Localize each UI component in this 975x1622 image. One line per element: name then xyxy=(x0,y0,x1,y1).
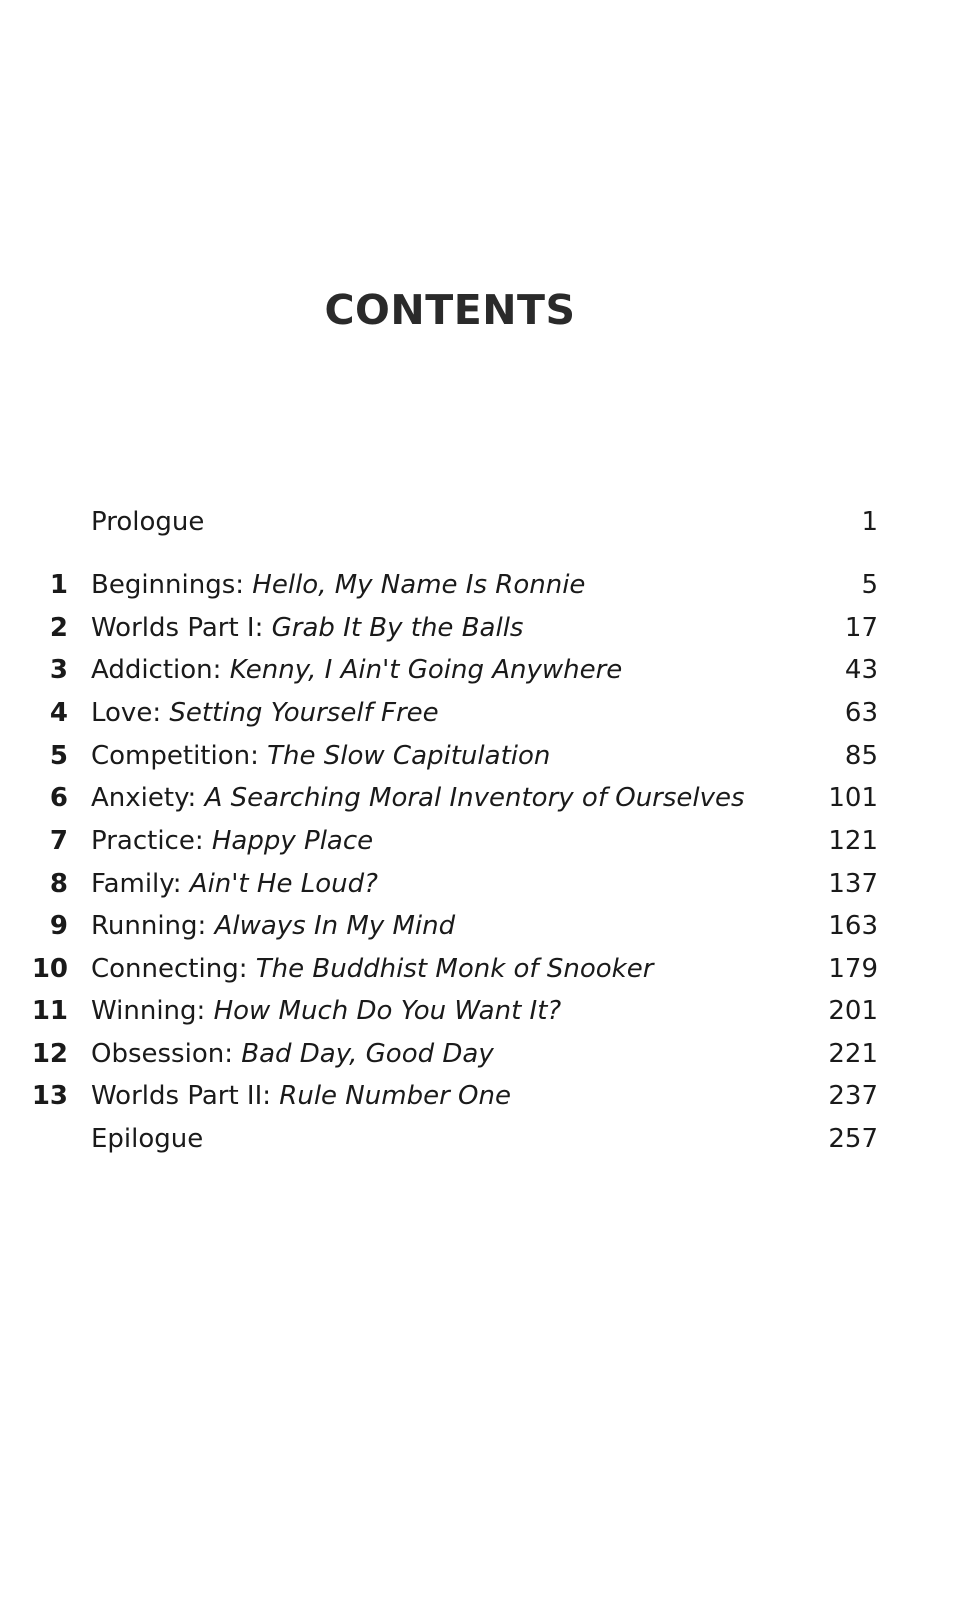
toc-entry xyxy=(0,648,975,692)
toc-entry xyxy=(0,691,975,735)
chapter-label: Epilogue xyxy=(91,1124,204,1154)
toc-entry xyxy=(0,989,975,1033)
chapter-title xyxy=(91,776,745,820)
chapter-label: Obsession: xyxy=(91,1039,242,1069)
chapter-label: Anxiety: xyxy=(91,783,205,813)
chapter-title xyxy=(91,819,373,863)
page-number: 137 xyxy=(828,869,878,899)
chapter-number: 2 xyxy=(49,613,68,643)
chapter-label: Worlds Part I: xyxy=(91,613,272,643)
chapter-subtitle: Happy Place xyxy=(211,826,374,856)
chapter-title xyxy=(91,606,523,650)
page-number: 163 xyxy=(828,911,878,941)
page-number: 1 xyxy=(861,507,878,537)
chapter-subtitle: Bad Day, Good Day xyxy=(241,1039,494,1069)
chapter-label: Family: xyxy=(91,869,190,899)
chapter-number: 9 xyxy=(49,911,68,941)
toc-entry xyxy=(0,1074,975,1118)
toc-entry xyxy=(0,606,975,650)
chapter-subtitle: Setting Yourself Free xyxy=(169,698,439,728)
toc-entry xyxy=(0,904,975,948)
chapter-subtitle: Rule Number One xyxy=(279,1081,511,1111)
toc-entry xyxy=(0,947,975,991)
page-number: 101 xyxy=(828,783,878,813)
toc-entry xyxy=(0,1032,975,1076)
page-number: 85 xyxy=(844,741,878,771)
chapter-number: 8 xyxy=(49,869,68,899)
toc-entry xyxy=(0,500,975,544)
chapter-label: Love: xyxy=(91,698,170,728)
chapter-label: Beginnings: xyxy=(91,570,253,600)
chapter-title xyxy=(91,1032,494,1076)
chapter-number: 4 xyxy=(49,698,68,728)
page-number: 17 xyxy=(844,613,878,643)
toc-entry xyxy=(0,734,975,778)
chapter-subtitle: The Slow Capitulation xyxy=(267,741,551,771)
chapter-subtitle: Kenny, I Ain't Going Anywhere xyxy=(229,655,623,685)
chapter-number: 11 xyxy=(31,996,68,1026)
toc-entry xyxy=(0,563,975,607)
chapter-label: Running: xyxy=(91,911,215,941)
chapter-subtitle: Always In My Mind xyxy=(214,911,456,941)
page-number: 257 xyxy=(828,1124,878,1154)
toc-entry xyxy=(0,1117,975,1161)
chapter-label: Practice: xyxy=(91,826,212,856)
chapter-number: 6 xyxy=(49,783,68,813)
chapter-number: 7 xyxy=(49,826,68,856)
toc-entry xyxy=(0,819,975,863)
chapter-number: 3 xyxy=(49,655,68,685)
chapter-title xyxy=(91,947,653,991)
chapter-subtitle: How Much Do You Want It? xyxy=(213,996,562,1026)
chapter-number: 12 xyxy=(31,1039,68,1069)
chapter-title xyxy=(91,1074,511,1118)
chapter-number: 13 xyxy=(31,1081,68,1111)
chapter-label: Addiction: xyxy=(91,655,230,685)
chapter-subtitle: The Buddhist Monk of Snooker xyxy=(255,954,654,984)
chapter-title xyxy=(91,904,455,948)
page-number: 201 xyxy=(828,996,878,1026)
chapter-title xyxy=(91,989,561,1033)
chapter-subtitle: A Searching Moral Inventory of Ourselves xyxy=(204,783,745,813)
chapter-title xyxy=(91,1117,203,1161)
page-number: 63 xyxy=(844,698,878,728)
page-title: CONTENTS xyxy=(324,286,576,334)
page-number: 121 xyxy=(828,826,878,856)
page-number: 43 xyxy=(844,655,878,685)
chapter-label: Worlds Part II: xyxy=(91,1081,280,1111)
chapter-label: Connecting: xyxy=(91,954,256,984)
page-number: 237 xyxy=(828,1081,878,1111)
page-number: 5 xyxy=(861,570,878,600)
chapter-title xyxy=(91,563,585,607)
chapter-title xyxy=(91,691,439,735)
toc-entry xyxy=(0,862,975,906)
chapter-title xyxy=(91,500,204,544)
page-number: 221 xyxy=(828,1039,878,1069)
chapter-number: 10 xyxy=(31,954,68,984)
chapter-subtitle: Grab It By the Balls xyxy=(271,613,524,643)
chapter-label: Winning: xyxy=(91,996,214,1026)
chapter-subtitle: Hello, My Name Is Ronnie xyxy=(252,570,586,600)
chapter-title xyxy=(91,734,550,778)
chapter-number: 5 xyxy=(49,741,68,771)
chapter-title xyxy=(91,862,378,906)
toc-entry xyxy=(0,776,975,820)
chapter-number: 1 xyxy=(49,570,68,600)
chapter-subtitle: Ain't He Loud? xyxy=(189,869,378,899)
chapter-label: Prologue xyxy=(91,507,205,537)
page-number: 179 xyxy=(828,954,878,984)
chapter-title xyxy=(91,648,622,692)
chapter-label: Competition: xyxy=(91,741,268,771)
